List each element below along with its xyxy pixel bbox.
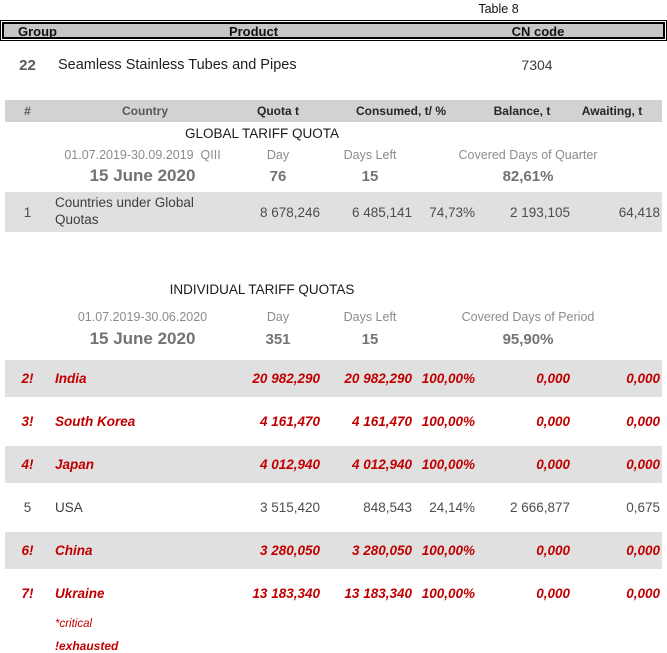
product-table-header	[2, 22, 665, 39]
quota-table-header	[5, 100, 662, 122]
cn-code-value: 7304	[521, 57, 553, 73]
country-cell: South Korea	[55, 414, 136, 429]
page-title: Table 8	[478, 2, 519, 16]
num-header: #	[24, 104, 31, 118]
country-cell: Ukraine	[55, 586, 105, 601]
individual-day-label: Day	[266, 309, 290, 324]
global-covered-value: 82,61%	[502, 167, 554, 185]
awaiting-cell: 0,675	[626, 500, 660, 515]
awaiting-header: Awaiting, t	[581, 104, 643, 118]
table-row-ukraine	[5, 575, 662, 612]
global-section-title: GLOBAL TARIFF QUOTA	[184, 126, 340, 141]
individual-summary-row	[5, 326, 662, 352]
quota-header: Quota t	[257, 104, 299, 118]
footnote-critical: *critical	[55, 618, 93, 630]
quota-cell: 3 280,050	[259, 543, 320, 558]
product-header-cell: Product	[228, 24, 279, 39]
row-number: 3!	[21, 414, 34, 429]
consumed-cell: 3 280,050	[351, 543, 412, 558]
consumed-pct-cell: 100,00%	[421, 457, 475, 472]
consumed-header: Consumed, t/ %	[355, 104, 446, 118]
quota-cell: 4 161,470	[259, 414, 320, 429]
quota-cell: 8 678,246	[259, 204, 320, 220]
balance-cell: 2 193,105	[509, 204, 570, 220]
consumed-cell: 4 161,470	[351, 414, 412, 429]
table-row-south-korea	[5, 403, 662, 440]
consumed-pct-cell: 100,00%	[421, 586, 475, 601]
table-row-india	[5, 360, 662, 397]
individual-current-date: 15 June 2020	[89, 329, 196, 348]
product-table	[0, 20, 667, 41]
quota-cell: 13 183,340	[252, 586, 320, 601]
global-period-label: 01.07.2019-30.09.2019 QIII	[64, 147, 221, 162]
balance-cell: 0,000	[536, 414, 570, 429]
table-row-global-quotas	[5, 192, 662, 232]
awaiting-cell: 0,000	[626, 586, 660, 601]
balance-cell: 0,000	[536, 543, 570, 558]
footnote-exhausted: !exhausted	[55, 639, 119, 653]
quota-cell: 3 515,420	[259, 500, 320, 515]
row-number: 6!	[21, 543, 34, 558]
row-number: 1	[23, 204, 32, 220]
awaiting-cell: 0,000	[626, 371, 660, 386]
row-number: 5	[23, 500, 32, 515]
individual-period-label: 01.07.2019-30.06.2020	[77, 309, 208, 324]
individual-days-left-value: 15	[361, 330, 379, 348]
individual-covered-value: 95,90%	[502, 330, 554, 348]
global-days-left-label: Days Left	[343, 147, 397, 162]
individual-days-left-label: Days Left	[343, 309, 397, 324]
individual-day-value: 351	[265, 330, 291, 348]
country-cell: China	[55, 543, 93, 558]
consumed-cell: 6 485,141	[351, 204, 412, 220]
country-header: Country	[122, 104, 168, 118]
consumed-cell: 20 982,290	[344, 371, 412, 386]
awaiting-cell: 64,418	[618, 204, 660, 220]
global-day-value: 76	[269, 167, 287, 185]
balance-cell: 0,000	[536, 586, 570, 601]
cn-code-header-cell: CN code	[511, 24, 565, 39]
global-period-row	[5, 147, 662, 162]
row-number: 4!	[21, 457, 34, 472]
country-cell: USA	[55, 500, 83, 515]
row-number: 2!	[21, 371, 34, 386]
balance-cell: 0,000	[536, 457, 570, 472]
consumed-pct-cell: 100,00%	[421, 543, 475, 558]
awaiting-cell: 0,000	[626, 543, 660, 558]
balance-cell: 0,000	[536, 371, 570, 386]
quota-cell: 20 982,290	[252, 371, 320, 386]
group-header-cell: Group	[18, 24, 57, 39]
awaiting-cell: 0,000	[626, 414, 660, 429]
individual-section-title: INDIVIDUAL TARIFF QUOTAS	[169, 282, 355, 297]
product-name: Seamless Stainless Tubes and Pipes	[58, 57, 297, 73]
quota-cell: 4 012,940	[259, 457, 320, 472]
individual-covered-label: Covered Days of Period	[461, 309, 595, 324]
consumed-cell: 13 183,340	[344, 586, 412, 601]
table-row-japan	[5, 446, 662, 483]
table-row-china	[5, 532, 662, 569]
individual-rows	[0, 360, 667, 612]
consumed-cell: 4 012,940	[351, 457, 412, 472]
global-covered-label: Covered Days of Quarter	[458, 147, 598, 162]
table-row-usa	[5, 489, 662, 526]
global-current-date: 15 June 2020	[89, 166, 196, 185]
consumed-pct-cell: 100,00%	[421, 371, 475, 386]
individual-period-row	[5, 309, 662, 324]
row-number: 7!	[21, 586, 34, 601]
product-row	[5, 51, 662, 79]
country-cell: India	[55, 371, 87, 386]
country-cell: Japan	[55, 457, 95, 472]
consumed-pct-cell: 24,14%	[429, 500, 475, 515]
group-number: 22	[19, 56, 36, 74]
consumed-cell: 848,543	[363, 500, 412, 515]
balance-header: Balance, t	[493, 104, 551, 118]
global-day-label: Day	[266, 147, 290, 162]
balance-cell: 2 666,877	[509, 500, 570, 515]
consumed-pct-cell: 74,73%	[429, 204, 475, 220]
global-summary-row	[5, 163, 662, 189]
consumed-pct-cell: 100,00%	[421, 414, 475, 429]
global-days-left-value: 15	[361, 167, 379, 185]
country-cell: Countries under Global Quotas	[55, 195, 194, 227]
awaiting-cell: 0,000	[626, 457, 660, 472]
